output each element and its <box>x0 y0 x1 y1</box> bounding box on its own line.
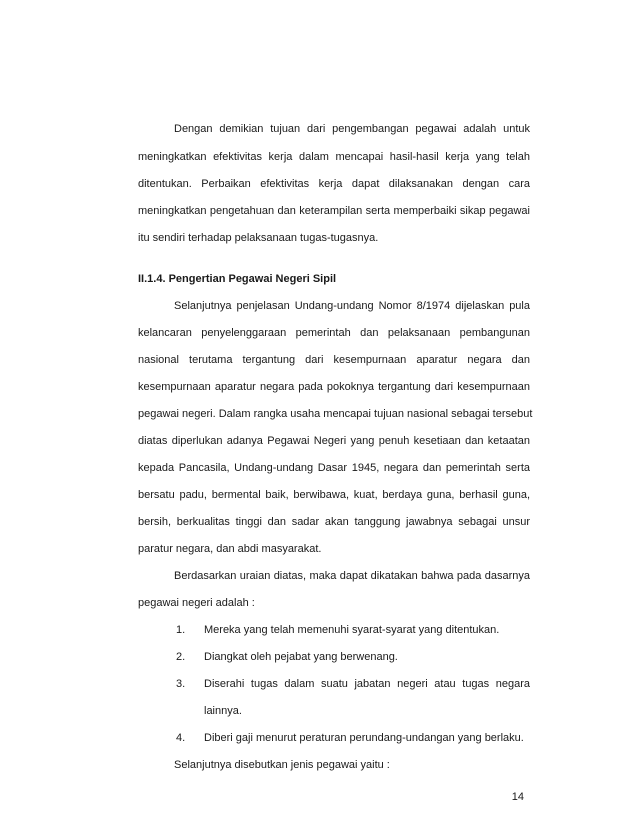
list-item-number: 3. <box>176 678 186 690</box>
paragraph-line: meningkatkan efektivitas kerja dalam mencapai hasil-hasil kerja yang telah <box>138 151 530 163</box>
list-item-number: 2. <box>176 651 186 663</box>
paragraph-line: kepada Pancasila, Undang-undang Dasar 1945, negara dan pemerintah serta <box>138 462 530 474</box>
list-item-text: Diserahi tugas dalam suatu jabatan negeri atau tugas negara <box>204 678 530 690</box>
paragraph-line: Selanjutnya disebutkan jenis pegawai yaitu : <box>174 759 390 771</box>
paragraph-line: Selanjutnya penjelasan Undang-undang Nomor 8/1974 dijelaskan pula <box>174 300 530 312</box>
list-item-text: Diberi gaji menurut peraturan perundang-undangan yang berlaku. <box>204 732 524 744</box>
page-number: 14 <box>511 791 524 803</box>
paragraph-line: kelancaran penyelenggaraan pemerintah dan pelaksanaan pembangunan <box>138 327 530 339</box>
paragraph-line: paratur negara, dan abdi masyarakat. <box>138 543 322 555</box>
list-item-text: Diangkat oleh pejabat yang berwenang. <box>204 651 398 663</box>
paragraph-line: kesempurnaan aparatur negara pada pokoknya tergantung dari kesempurnaan <box>138 381 530 393</box>
paragraph-line: ditentukan. Perbaikan efektivitas kerja dapat dilaksanakan dengan cara <box>138 178 530 190</box>
list-item-number: 4. <box>176 732 186 744</box>
paragraph-line: bersatu padu, bermental baik, berwibawa, kuat, berdaya guna, berhasil guna, <box>138 489 530 501</box>
list-item-continuation: lainnya. <box>204 705 242 717</box>
paragraph-line: diatas diperlukan adanya Pegawai Negeri yang penuh kesetiaan dan ketaatan <box>138 435 530 447</box>
paragraph-line: pegawai negeri adalah : <box>138 597 255 609</box>
list-item-number: 1. <box>176 624 186 636</box>
list-item-text: Mereka yang telah memenuhi syarat-syarat yang ditentukan. <box>204 624 500 636</box>
paragraph-line: Dengan demikian tujuan dari pengembangan pegawai adalah untuk <box>174 123 530 135</box>
paragraph-line: bersih, berkualitas tinggi dan sadar akan tanggung jawabnya sebagai unsur <box>138 516 530 528</box>
paragraph-line: itu sendiri terhadap pelaksanaan tugas-tugasnya. <box>138 232 379 244</box>
paragraph-line: nasional terutama tergantung dari kesempurnaan aparatur negara dan <box>138 354 530 366</box>
paragraph-line: Berdasarkan uraian diatas, maka dapat dikatakan bahwa pada dasarnya <box>174 570 530 582</box>
section-heading: II.1.4. Pengertian Pegawai Negeri Sipil <box>138 273 337 285</box>
paragraph-line: pegawai negeri. Dalam rangka usaha mencapai tujuan nasional sebagai tersebut <box>138 408 533 420</box>
paragraph-line: meningkatkan pengetahuan dan keterampilan serta memperbaiki sikap pegawai <box>138 205 530 217</box>
